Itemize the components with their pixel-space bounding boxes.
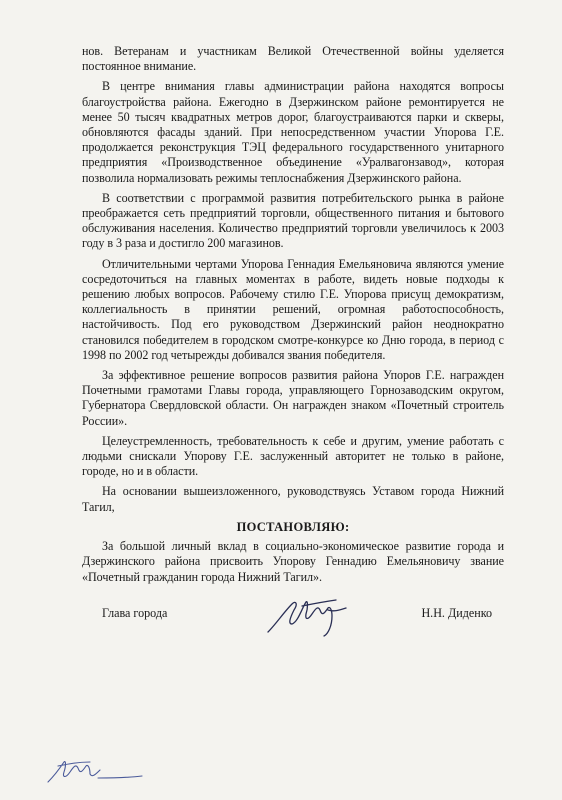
paragraph-awards: За эффективное решение вопросов развития района Упоров Г.Е. награжден Почетными грамотами Главы города, управляющего Горнозаводским округом, Губернатора Свердловской области. Он награжден знаком «Почетный строитель России». (82, 368, 504, 428)
paragraph-veterans: нов. Ветеранам и участникам Великой Отечественной войны уделяется постоянное внимание. (82, 44, 504, 74)
paragraph-basis: На основании вышеизложенного, руководствуясь Уставом города Нижний Тагил, (82, 484, 504, 514)
signatory-position: Глава города (102, 606, 168, 620)
paragraph-resolution: За большой личный вклад в социально-экономическое развитие города и Дзержинского района присвоить Упорову Геннадию Емельяновичу звание «Почетный гражданин города Нижний Тагил». (82, 539, 504, 584)
signatory-name: Н.Н. Диденко (421, 606, 492, 620)
resolution-heading: ПОСТАНОВЛЯЮ: (236, 519, 350, 534)
handwritten-signature (262, 590, 362, 640)
paragraph-trade: В соответствии с программой развития потребительского рынка в районе преображается сеть предприятий торговли, общественного питания и бытового обслуживания населения. Количество предприятий торговли увеличилось к 2003 году в 3 раза и достигло 200 магазинов. (82, 190, 504, 251)
initials-mark (46, 752, 146, 792)
paragraph-improvement: В центре внимания главы администрации района находятся вопросы благоустройства района. Ежегодно в Дзержинском районе ремонтируется не менее 50 тысяч квадратных метров дорог, благоустраиваются парки и скверы, обновляются фасады зданий. При непосредственном участии Упорова Г.Е. продолжается реконструкция ТЭЦ федерального государственного унитарного предприятия «Производственное объединение «Уралвагонзавод», которая позволила нормализовать режимы теплоснабжения Дзержинского района. (82, 79, 504, 185)
paragraph-traits: Отличительными чертами Упорова Геннадия Емельяновича являются умение сосредоточиться на главных моментах в работе, видеть новые подходы к решению любых вопросов. Рабочему стилю Г.Е. Упорова присущ демократизм, коллегиальность в принятии решений, огромная работоспособность, настойчивость. Под его руководством Дзержинский район неоднократно становился победителем в городском смотре-конкурсе ко Дню города, в период с 1998 по 2002 год четырежды добивался звания победителя. (82, 256, 504, 362)
document-body (82, 44, 504, 590)
paragraph-authority: Целеустремленность, требовательность к себе и другим, умение работать с людьми снискали Упорову Г.Е. заслуженный авторитет не только в районе, городе, но и в области. (82, 433, 504, 479)
